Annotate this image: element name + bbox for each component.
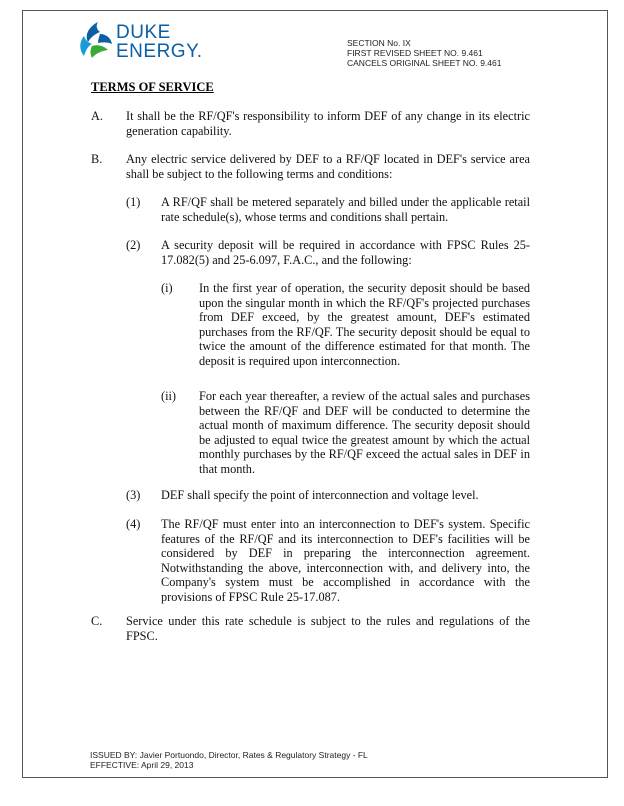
item-a-label: A. xyxy=(91,109,103,123)
item-b2ii-text: For each year thereafter, a review of the actual sales and purchases between the RF/QF and DEF will be conducted to determine the actual month of maximum difference. The security deposit should be adjusted to equal twice the greatest amount by which the actual monthly purchases by the RF/QF exceed the actual sales in DEF in that month. xyxy=(199,389,530,476)
item-b2i-label: (i) xyxy=(161,281,173,295)
item-b1-label: (1) xyxy=(126,195,141,209)
section-number: SECTION No. IX xyxy=(347,38,411,48)
item-b3-text: DEF shall specify the point of interconnection and voltage level. xyxy=(161,488,479,502)
footer xyxy=(90,750,368,770)
effective-date: EFFECTIVE: April 29, 2013 xyxy=(90,760,194,770)
item-b-text: Any electric service delivered by DEF to a RF/QF located in DEF's service area shall be subject to the following terms and conditions: xyxy=(126,152,530,181)
page-title: TERMS OF SERVICE xyxy=(91,80,214,94)
duke-energy-flame-icon xyxy=(78,20,114,64)
logo-text-duke: DUKE xyxy=(116,22,171,43)
item-b1-text: A RF/QF shall be metered separately and billed under the applicable retail rate schedule(s), whose terms and conditions shall pertain. xyxy=(161,195,530,224)
item-a-text: It shall be the RF/QF's responsibility to inform DEF of any change in its electric generation capability. xyxy=(126,109,530,138)
item-c-label: C. xyxy=(91,614,103,628)
item-b2-text: A security deposit will be required in accordance with FPSC Rules 25-17.082(5) and 25-6.097, F.A.C., and the following: xyxy=(161,238,530,267)
item-b3-label: (3) xyxy=(126,488,141,502)
item-b-label: B. xyxy=(91,152,103,166)
duke-energy-logo xyxy=(78,20,208,72)
item-c-text: Service under this rate schedule is subject to the rules and regulations of the FPSC. xyxy=(126,614,530,643)
item-b4-label: (4) xyxy=(126,517,141,531)
revised-sheet: FIRST REVISED SHEET NO. 9.461 xyxy=(347,48,483,58)
sheet-header xyxy=(347,38,501,68)
issued-by: ISSUED BY: Javier Portuondo, Director, Rates & Regulatory Strategy - FL xyxy=(90,750,368,760)
cancels-sheet: CANCELS ORIGINAL SHEET NO. 9.461 xyxy=(347,58,502,68)
item-b2ii-label: (ii) xyxy=(161,389,177,403)
item-b2i-text: In the first year of operation, the security deposit should be based upon the singular month in which the RF/QF's projected purchases from DEF exceed, by the greatest amount, DEF's estimated purchases from the RF/QF. The security deposit should be equal to twice the amount of the difference estimated for that month. The deposit is required upon interconnection. xyxy=(199,281,530,368)
logo-text-energy: ENERGY. xyxy=(116,41,203,62)
item-b2-label: (2) xyxy=(126,238,141,252)
item-b4-text: The RF/QF must enter into an interconnection to DEF's system. Specific features of the RF/QF and its interconnection to DEF's facilities will be considered by DEF in preparing the interconnection agreement. Notwithstanding the above, interconnection with, and delivery into, the Company's system must be accomplished in accordance with the provisions of FPSC Rule 25-17.087. xyxy=(161,517,530,604)
